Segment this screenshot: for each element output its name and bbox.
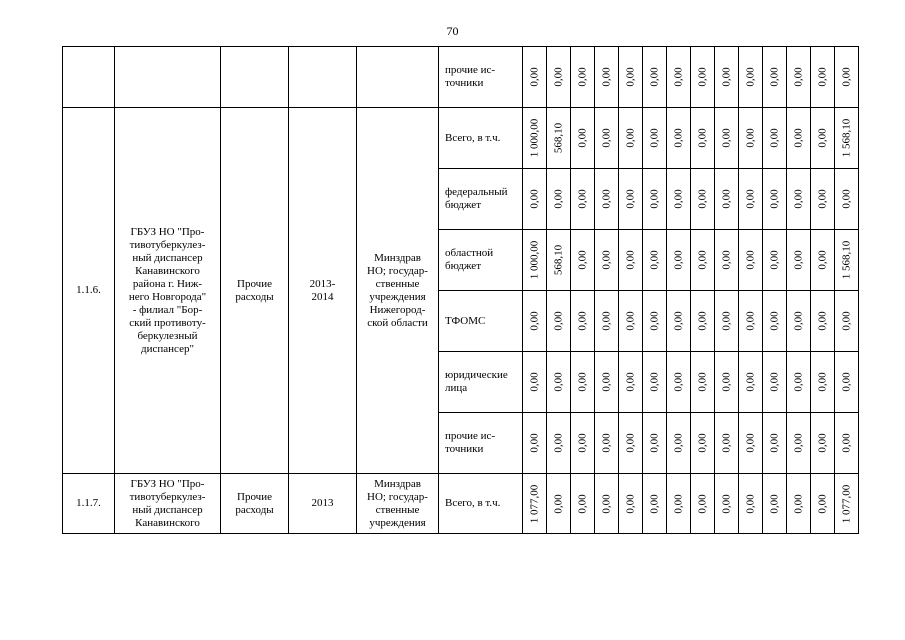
value-text: 0,00: [552, 372, 564, 392]
value-text: 0,00: [696, 311, 708, 331]
value-text: 0,00: [648, 311, 660, 331]
value-text: 0,00: [528, 189, 540, 209]
value-cell: [787, 108, 811, 169]
value-cell: [691, 413, 715, 474]
value-text: 0,00: [600, 250, 612, 270]
value-text: 0,00: [624, 67, 636, 87]
value-text: 0,00: [576, 493, 588, 514]
value-cell: [763, 230, 787, 291]
value-text: 0,00: [816, 128, 828, 148]
value-text: 1 077,00: [840, 484, 852, 523]
value-cell: [595, 47, 619, 108]
item-number: 1.1.7.: [63, 474, 115, 534]
value-cell: [691, 474, 715, 534]
value-text: 0,00: [576, 67, 588, 87]
value-text: 0,00: [576, 189, 588, 209]
value-text: 0,00: [744, 493, 756, 514]
value-cell: [643, 291, 667, 352]
value-text: 0,00: [648, 128, 660, 148]
value-cell: [571, 108, 595, 169]
value-text: 0,00: [576, 372, 588, 392]
value-text: 0,00: [624, 493, 636, 514]
value-text: 0,00: [624, 250, 636, 270]
value-cell: [643, 47, 667, 108]
value-text: 0,00: [672, 128, 684, 148]
value-cell: [595, 108, 619, 169]
value-text: 568,10: [552, 122, 564, 154]
value-cell: [547, 352, 571, 413]
value-cell: [715, 474, 739, 534]
value-cell: [523, 352, 547, 413]
value-cell: [571, 413, 595, 474]
value-cell: [787, 413, 811, 474]
value-text: 0,00: [792, 189, 804, 209]
value-text: 0,00: [816, 372, 828, 392]
value-text: 0,00: [672, 493, 684, 514]
value-text: 0,00: [696, 189, 708, 209]
value-cell: [739, 413, 763, 474]
value-cell: [619, 108, 643, 169]
value-text: 0,00: [600, 189, 612, 209]
value-cell: [619, 230, 643, 291]
value-cell: [715, 291, 739, 352]
empty-cell: [221, 47, 289, 108]
value-cell: [739, 352, 763, 413]
value-cell: [643, 413, 667, 474]
value-cell: [739, 47, 763, 108]
value-cell: [715, 47, 739, 108]
source-cell: Всего, в т.ч.: [439, 108, 523, 169]
value-cell: [763, 47, 787, 108]
empty-cell: [63, 47, 115, 108]
value-text: 0,00: [840, 189, 852, 209]
value-text: 0,00: [528, 372, 540, 392]
value-text: 0,00: [816, 250, 828, 270]
period: 2013- 2014: [289, 108, 357, 474]
value-cell: [571, 230, 595, 291]
value-cell: [595, 169, 619, 230]
value-cell: [595, 474, 619, 534]
value-cell: [619, 352, 643, 413]
value-text: 0,00: [720, 372, 732, 392]
period: 2013: [289, 474, 357, 534]
value-text: 0,00: [624, 311, 636, 331]
value-cell: [667, 169, 691, 230]
value-cell: [835, 291, 859, 352]
empty-cell: [289, 47, 357, 108]
value-cell: [763, 352, 787, 413]
value-cell: [691, 47, 715, 108]
value-text: 1 568,10: [840, 118, 852, 158]
value-cell: [667, 413, 691, 474]
value-cell: [547, 169, 571, 230]
value-text: 0,00: [600, 311, 612, 331]
value-cell: [667, 352, 691, 413]
value-text: 0,00: [600, 67, 612, 87]
value-cell: [787, 291, 811, 352]
value-cell: [691, 352, 715, 413]
value-text: 0,00: [816, 433, 828, 453]
value-cell: [643, 169, 667, 230]
value-cell: [571, 291, 595, 352]
value-text: 0,00: [720, 67, 732, 87]
value-cell: [595, 413, 619, 474]
value-cell: [811, 413, 835, 474]
value-text: 0,00: [672, 433, 684, 453]
institution-name: ГБУЗ НО "Про- тивотуберкулез- ный диспансер Канавинского: [115, 474, 221, 534]
value-cell: [811, 108, 835, 169]
value-cell: [691, 108, 715, 169]
value-cell: [763, 474, 787, 534]
value-cell: [595, 291, 619, 352]
value-cell: [715, 169, 739, 230]
value-text: 0,00: [768, 128, 780, 148]
executor: Минздрав НО; государ- ственные учреждения: [357, 474, 439, 534]
value-text: 0,00: [672, 311, 684, 331]
value-cell: [547, 108, 571, 169]
value-text: 0,00: [648, 67, 660, 87]
value-text: 0,00: [792, 372, 804, 392]
value-text: 0,00: [648, 372, 660, 392]
value-cell: [787, 230, 811, 291]
value-cell: [691, 230, 715, 291]
value-text: 0,00: [696, 128, 708, 148]
value-cell: [667, 291, 691, 352]
value-text: 0,00: [576, 311, 588, 331]
value-cell: [619, 474, 643, 534]
value-cell: [547, 413, 571, 474]
value-cell: [739, 291, 763, 352]
value-cell: [643, 474, 667, 534]
value-cell: [667, 230, 691, 291]
value-cell: [763, 413, 787, 474]
value-text: 0,00: [624, 189, 636, 209]
value-text: 0,00: [552, 67, 564, 87]
value-text: 0,00: [816, 311, 828, 331]
value-cell: [715, 230, 739, 291]
page-number: 70: [446, 24, 459, 38]
value-text: 0,00: [528, 67, 540, 87]
value-cell: [835, 108, 859, 169]
value-text: 0,00: [672, 250, 684, 270]
value-cell: [643, 352, 667, 413]
value-text: 0,00: [552, 433, 564, 453]
value-text: 0,00: [600, 493, 612, 514]
value-text: 0,00: [648, 433, 660, 453]
value-text: 0,00: [600, 372, 612, 392]
value-cell: [643, 108, 667, 169]
value-cell: [571, 169, 595, 230]
expense-type: Прочие расходы: [221, 108, 289, 474]
budget-table: [62, 46, 859, 534]
value-cell: [547, 291, 571, 352]
value-cell: [547, 230, 571, 291]
value-text: 0,00: [840, 67, 852, 87]
source-cell: прочие ис- точники: [439, 413, 523, 474]
value-cell: [691, 169, 715, 230]
value-text: 0,00: [792, 433, 804, 453]
value-text: 0,00: [792, 67, 804, 87]
value-text: 0,00: [792, 128, 804, 148]
value-text: 568,10: [552, 244, 564, 276]
value-cell: [811, 474, 835, 534]
value-cell: [811, 169, 835, 230]
value-text: 0,00: [552, 493, 564, 514]
value-text: 0,00: [768, 493, 780, 514]
value-text: 0,00: [768, 311, 780, 331]
value-text: 0,00: [744, 67, 756, 87]
value-cell: [835, 230, 859, 291]
value-text: 0,00: [720, 189, 732, 209]
institution-name: ГБУЗ НО "Про- тивотуберкулез- ный диспансер Канавинского района г. Ниж- него Новгорода" - филиал "Бор- ский противоту- беркулезный диспансер": [115, 108, 221, 474]
value-text: 0,00: [720, 493, 732, 514]
table-row: [63, 474, 859, 534]
value-text: 1 077,00: [528, 484, 540, 523]
value-text: 0,00: [576, 128, 588, 148]
value-text: 0,00: [816, 67, 828, 87]
value-cell: [763, 108, 787, 169]
value-cell: [571, 474, 595, 534]
value-text: 0,00: [576, 433, 588, 453]
value-cell: [595, 230, 619, 291]
value-text: 0,00: [744, 433, 756, 453]
value-text: 0,00: [768, 189, 780, 209]
value-text: 0,00: [816, 493, 828, 514]
value-cell: [691, 291, 715, 352]
value-text: 0,00: [720, 311, 732, 331]
value-text: 1 000,00: [528, 118, 540, 158]
source-cell: федеральный бюджет: [439, 169, 523, 230]
value-cell: [835, 47, 859, 108]
value-cell: [643, 230, 667, 291]
source-cell: областной бюджет: [439, 230, 523, 291]
empty-cell: [357, 47, 439, 108]
value-cell: [763, 291, 787, 352]
value-text: 0,00: [768, 67, 780, 87]
value-text: 0,00: [696, 493, 708, 514]
value-cell: [739, 230, 763, 291]
table-row: [63, 108, 859, 169]
value-cell: [715, 352, 739, 413]
value-text: 0,00: [720, 250, 732, 270]
value-text: 0,00: [696, 372, 708, 392]
value-cell: [619, 291, 643, 352]
value-cell: [523, 474, 547, 534]
value-text: 0,00: [744, 311, 756, 331]
value-text: 0,00: [744, 128, 756, 148]
value-text: 0,00: [600, 128, 612, 148]
value-text: 0,00: [768, 372, 780, 392]
value-cell: [835, 169, 859, 230]
value-cell: [715, 413, 739, 474]
value-cell: [835, 352, 859, 413]
value-cell: [595, 352, 619, 413]
value-cell: [763, 169, 787, 230]
value-text: 0,00: [768, 433, 780, 453]
value-text: 0,00: [744, 189, 756, 209]
value-text: 0,00: [528, 433, 540, 453]
value-text: 0,00: [648, 493, 660, 514]
value-cell: [547, 474, 571, 534]
value-text: 0,00: [648, 189, 660, 209]
value-cell: [523, 291, 547, 352]
value-cell: [835, 413, 859, 474]
value-cell: [547, 47, 571, 108]
value-cell: [667, 474, 691, 534]
item-number: 1.1.6.: [63, 108, 115, 474]
value-text: 0,00: [744, 250, 756, 270]
value-cell: [811, 352, 835, 413]
value-cell: [715, 108, 739, 169]
value-text: 0,00: [792, 250, 804, 270]
value-text: 0,00: [672, 372, 684, 392]
source-cell: юридические лица: [439, 352, 523, 413]
source-cell: Всего, в т.ч.: [439, 474, 523, 534]
value-text: 0,00: [744, 372, 756, 392]
value-text: 0,00: [792, 311, 804, 331]
executor: Минздрав НО; государ- ственные учреждения Нижегород- ской области: [357, 108, 439, 474]
value-text: 0,00: [552, 311, 564, 331]
source-cell: ТФОМС: [439, 291, 523, 352]
value-text: 0,00: [720, 128, 732, 148]
value-text: 0,00: [624, 128, 636, 148]
value-text: 1 568,10: [840, 240, 852, 280]
value-cell: [571, 352, 595, 413]
value-cell: [739, 108, 763, 169]
value-text: 0,00: [552, 189, 564, 209]
value-cell: [523, 413, 547, 474]
expense-type: Прочие расходы: [221, 474, 289, 534]
value-text: 0,00: [840, 372, 852, 392]
value-text: 0,00: [768, 250, 780, 270]
value-text: 0,00: [840, 433, 852, 453]
value-cell: [619, 169, 643, 230]
table-row: [63, 47, 859, 108]
value-cell: [787, 352, 811, 413]
value-text: 0,00: [600, 433, 612, 453]
value-text: 0,00: [720, 433, 732, 453]
source-cell: прочие ис- точники: [439, 47, 523, 108]
value-cell: [787, 47, 811, 108]
value-text: 0,00: [624, 372, 636, 392]
value-cell: [787, 474, 811, 534]
value-text: 1 000,00: [528, 240, 540, 280]
value-cell: [667, 47, 691, 108]
value-text: 0,00: [672, 189, 684, 209]
value-cell: [619, 47, 643, 108]
value-text: 0,00: [576, 250, 588, 270]
value-cell: [523, 169, 547, 230]
value-cell: [739, 169, 763, 230]
value-text: 0,00: [792, 493, 804, 514]
value-text: 0,00: [840, 311, 852, 331]
value-cell: [523, 47, 547, 108]
value-text: 0,00: [528, 311, 540, 331]
value-text: 0,00: [624, 433, 636, 453]
value-cell: [667, 108, 691, 169]
value-text: 0,00: [816, 189, 828, 209]
value-text: 0,00: [648, 250, 660, 270]
value-cell: [811, 291, 835, 352]
value-cell: [619, 413, 643, 474]
value-cell: [811, 230, 835, 291]
value-cell: [811, 47, 835, 108]
value-text: 0,00: [696, 433, 708, 453]
value-text: 0,00: [696, 67, 708, 87]
value-cell: [739, 474, 763, 534]
value-text: 0,00: [672, 67, 684, 87]
value-cell: [523, 108, 547, 169]
value-cell: [571, 47, 595, 108]
empty-cell: [115, 47, 221, 108]
value-text: 0,00: [696, 250, 708, 270]
value-cell: [787, 169, 811, 230]
value-cell: [523, 230, 547, 291]
value-cell: [835, 474, 859, 534]
